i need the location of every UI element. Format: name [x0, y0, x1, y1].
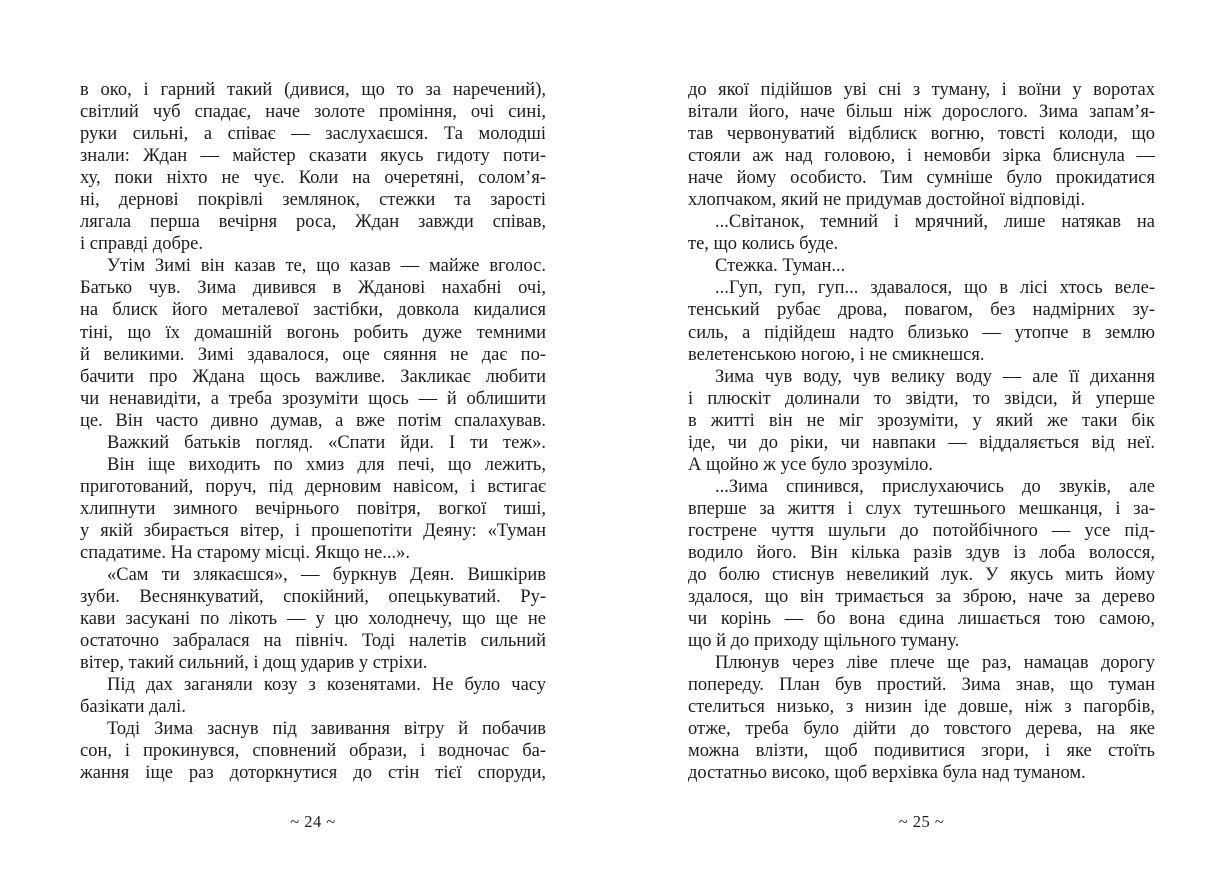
text-line: чи корінь — бо вона єдина лишається тою самою,: [688, 609, 1155, 630]
text-line: остаточно забралася на північ. Тоді налетів сильний: [80, 631, 546, 652]
text-line: Він іще виходить по хмиз для печі, що лежить,: [107, 454, 546, 475]
left-page: [80, 0, 546, 883]
left-page-number: ~ 24 ~: [290, 812, 336, 831]
text-line: ні, дернові покрівлі землянок, стежки та зарості: [80, 190, 546, 211]
text-line: Зима чув воду, чув велику воду — але її дихання: [715, 366, 1155, 387]
text-line: попереду. План був простий. Зима знав, що туман: [688, 675, 1155, 696]
text-line: вперше за життя і слух тутешнього мешканця, і за-: [688, 498, 1155, 519]
text-line: тенський рубає дрова, повагом, без надмірних зу-: [688, 300, 1155, 321]
text-line: хлипнути зимного вечірнього повітря, вогкої тиші,: [80, 498, 546, 519]
text-line: стелиться низько, з низин іде довше, ніж з пагорбів,: [688, 697, 1155, 718]
text-line: ...Зима спинився, прислухаючись до звуків, але: [715, 476, 1155, 497]
text-line: ху, поки ніхто не чує. Коли на очеретяні, солом’я-: [80, 168, 546, 189]
text-line: те, що колись буде.: [688, 234, 839, 255]
text-line: Батько чув. Зима дивився в Жданові нахабні очі,: [80, 278, 546, 299]
text-line: на блиск його металевої застібки, довкола кидалися: [80, 300, 546, 321]
text-line: Тоді Зима заснув під завивання вітру й побачив: [107, 719, 546, 740]
text-line: в житті він не міг зрозуміти, у який же таки бік: [688, 410, 1155, 431]
text-line: тіні, що їх домашній вогонь робить дуже темними: [80, 322, 546, 343]
text-line: і плюскіт долинали то звідти, то звідси, й уперше: [688, 388, 1155, 409]
text-line: кави засукані по лікоть — у цю холоднечу, що ще не: [80, 609, 546, 630]
text-line: гострене чуття шульги до потойбічного — усе під-: [688, 520, 1155, 541]
text-line: сон, і прокинувся, сповнений образи, і водночас ба-: [80, 741, 546, 762]
text-line: до якої підійшов уві сні з туману, і воїни у воротах: [688, 80, 1155, 100]
text-line: світлий чуб спадає, наче золоте проміння, очі сині,: [80, 102, 546, 123]
text-line: стояли аж над головою, і немовби зірка блиснула —: [688, 146, 1155, 167]
text-line: здалося, що він тримається за зброю, наче за дерево: [688, 587, 1155, 608]
text-line: Стежка. Туман...: [715, 256, 846, 277]
text-line: отже, треба було дійти до товстого дерева, на яке: [688, 719, 1155, 740]
right-page: [688, 0, 1155, 883]
text-line: велетенською ногою, і не смикнешся.: [688, 344, 985, 365]
text-line: «Сам ти злякаєшся», — буркнув Деян. Вишкірив: [107, 565, 546, 586]
text-line: до болю стиснув невеликий лук. У якусь мить йому: [688, 565, 1155, 586]
text-line: і справді добре.: [80, 234, 203, 255]
right-page-text: [688, 79, 1155, 785]
text-line: руки сильні, а співає — заслухаєшся. Та молодші: [80, 124, 546, 145]
text-line: силь, а підійдеш надто близько — утопче в землю: [688, 322, 1155, 343]
text-line: можна влізти, щоб подивитися згори, і яке стоїть: [688, 741, 1155, 762]
text-line: приготований, поруч, під дерновим навісом, і встигає: [80, 476, 546, 497]
text-line: вітер, такий сильний, і дощ ударив у стріхи.: [80, 653, 428, 674]
left-page-text: [80, 79, 546, 785]
text-line: це. Він часто дивно думав, а вже потім спалахував.: [80, 410, 546, 431]
text-line: Плюнув через ліве плече ще раз, намацав дорогу: [715, 653, 1155, 674]
text-line: у якій збирається вітер, і прошепотіти Деяну: «Туман: [80, 520, 546, 541]
right-page-number: ~ 25 ~: [898, 812, 945, 831]
text-line: спадатиме. На старому місці. Якщо не...».: [80, 542, 410, 563]
text-line: тав червонуватий відблиск вогню, товсті колоди, що: [688, 124, 1155, 145]
text-line: достатньо високо, щоб верхівка була над туманом.: [688, 763, 1086, 784]
text-line: водило його. Він кілька разів здув із лоба волосся,: [688, 542, 1155, 563]
text-line: зуби. Веснянкуватий, спокійний, опецькуватий. Ру-: [80, 587, 546, 608]
text-line: хлопчаком, який не придумав достойної відповіді.: [688, 190, 1086, 211]
text-line: знали: Ждан — майстер сказати якусь гидоту поти-: [80, 146, 546, 167]
text-line: Важкий батьків погляд. «Спати йди. І ти теж».: [107, 432, 546, 453]
text-line: наче йому особисто. Тим сумніше було прокидатися: [688, 168, 1155, 189]
text-line: й великими. Зимі здавалося, оце сяяння не дає по-: [80, 344, 546, 365]
text-line: жання іще раз доторкнутися до стін тієї споруди,: [80, 763, 546, 784]
text-line: в око, і гарний такий (дивися, що то за наречений),: [80, 80, 546, 100]
text-line: А щойно ж усе було зрозуміло.: [688, 454, 934, 475]
text-line: іде, чи до ріки, чи навпаки — віддаляється від неї.: [688, 432, 1155, 453]
text-line: базікати далі.: [80, 697, 186, 718]
text-line: Утім Зимі він казав те, що казав — майже вголос.: [107, 256, 546, 277]
text-line: ...Світанок, темний і мрячний, лише натякав на: [715, 212, 1155, 233]
text-line: що й до приходу щільного туману.: [688, 631, 960, 652]
text-line: Під дах заганяли козу з козенятами. Не було часу: [107, 675, 546, 696]
text-line: бачити про Ждана щось важливе. Закликає любити: [80, 366, 546, 387]
text-line: ...Гуп, гуп, гуп... здавалося, що в лісі хтось веле-: [715, 278, 1155, 299]
text-line: чи ненавидіти, а треба зрозуміти щось — й облишити: [80, 388, 546, 409]
text-line: лягала перша вечірня роса, Ждан завжди співав,: [80, 212, 546, 233]
text-line: вітали його, наче більш ніж дорослого. Зима запам’я-: [688, 102, 1155, 123]
